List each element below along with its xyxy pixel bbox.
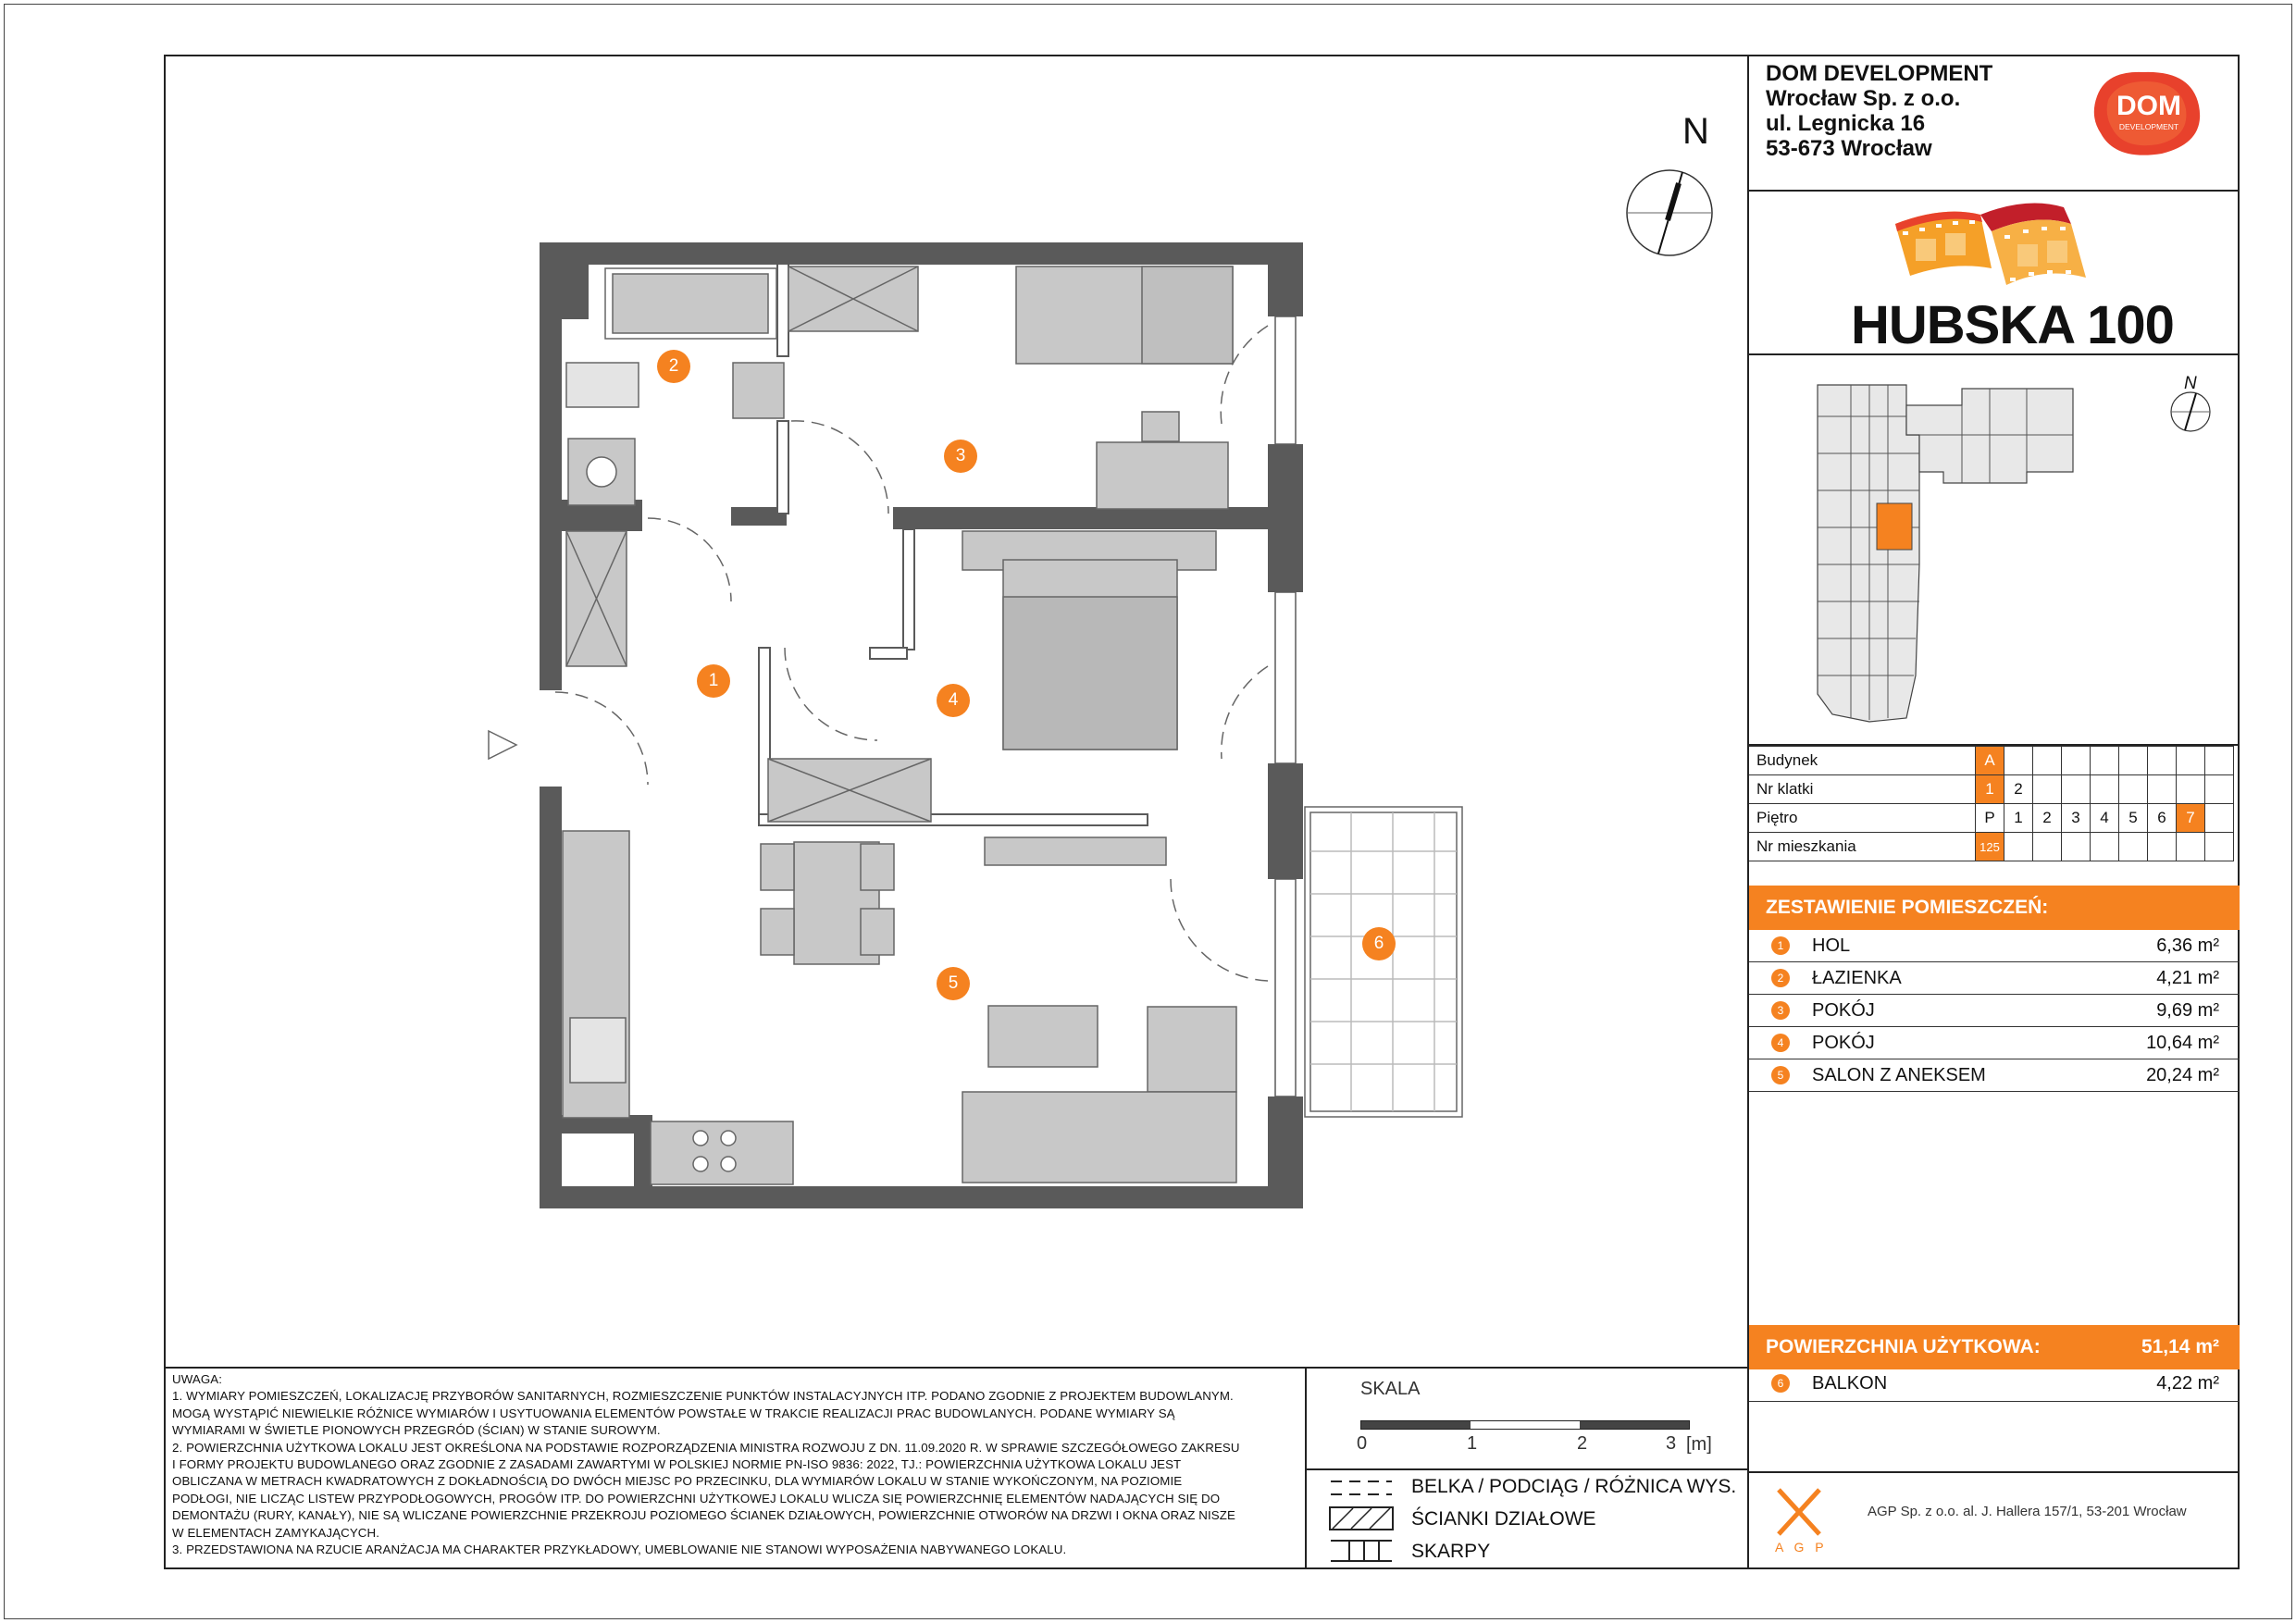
room-row bbox=[1749, 1059, 2240, 1092]
logo-development-text: DEVELOPMENT bbox=[2118, 122, 2179, 131]
compass-icon bbox=[1623, 167, 1716, 259]
room-area: 9,69 m² bbox=[2156, 1000, 2219, 1021]
scale-tick-1: 1 bbox=[1467, 1433, 1478, 1454]
floor-1: 1 bbox=[2004, 804, 2033, 833]
floor-5: 5 bbox=[2119, 804, 2148, 833]
plan-bubble: 1 bbox=[697, 664, 730, 698]
note-line: MOGĄ WYSTĄPIĆ NIEWIELKIE RÓŻNICE WYMIARÓW I USYTUOWANIA ELEMENTÓW POWSTAŁE W TRAKCIE REALIZACJI PRAC BUDOWLANYCH. PODANE WYMIARY SĄ bbox=[172, 1406, 1175, 1420]
room-area: 20,24 m² bbox=[2146, 1065, 2219, 1085]
room-row bbox=[1749, 1027, 2240, 1059]
room-row bbox=[1749, 962, 2240, 995]
note-line: 3. PRZEDSTAWIONA NA RZUCIE ARANŻACJA MA CHARAKTER PRZYKŁADOWY, UMEBLOWANIE NIE STANOWI WYPOSAŻENIA NABYWANEGO LOKALU. bbox=[172, 1542, 1067, 1557]
floor-4: 4 bbox=[2091, 804, 2119, 833]
room-number: 2 bbox=[1771, 969, 1790, 987]
scale-tick-0: 0 bbox=[1357, 1433, 1368, 1454]
plan-bubble: 6 bbox=[1362, 927, 1396, 960]
legend-reveal-icon bbox=[1329, 1539, 1394, 1563]
room-name: POKÓJ bbox=[1812, 1033, 1875, 1053]
room-area: 6,36 m² bbox=[2156, 935, 2219, 956]
room-number: 3 bbox=[1771, 1001, 1790, 1020]
plan-bubble: 2 bbox=[657, 350, 690, 383]
divider-company bbox=[1747, 190, 2240, 192]
stair-1: 1 bbox=[1976, 775, 2004, 804]
legend-partition-label: ŚCIANKI DZIAŁOWE bbox=[1411, 1508, 1596, 1530]
scale-bar bbox=[1360, 1420, 1690, 1430]
scale-tick-3: 3 bbox=[1666, 1433, 1677, 1454]
room-area: 4,22 m² bbox=[2156, 1373, 2219, 1394]
floor-3: 3 bbox=[2062, 804, 2091, 833]
building-label: Budynek bbox=[1749, 747, 1976, 775]
usable-area-value: 51,14 m² bbox=[2141, 1336, 2219, 1357]
agp-address: AGP Sp. z o.o. al. J. Hallera 157/1, 53-201 Wrocław bbox=[1868, 1504, 2187, 1519]
usable-area-bar bbox=[1749, 1325, 2240, 1369]
note-line: 1. WYMIARY POMIESZCZEŃ, LOKALIZACJĘ PRZYBORÓW SANITARNYCH, ROZMIESZCZENIE PUNKTÓW INSTALACYJNYCH ITP. PODANO ZGODNIE Z PROJEKTEM BUDOWLANYM. bbox=[172, 1389, 1234, 1404]
room-row bbox=[1749, 930, 2240, 962]
room-area: 4,21 m² bbox=[2156, 968, 2219, 988]
agp-logo-text: A G P bbox=[1775, 1540, 1828, 1555]
agp-logo-icon bbox=[1771, 1484, 1827, 1540]
legend-beam-label: BELKA / PODCIĄG / RÓŻNICA WYS. bbox=[1411, 1476, 1737, 1497]
stair-2: 2 bbox=[2004, 775, 2033, 804]
plan-bubble: 4 bbox=[937, 684, 970, 717]
scale-unit: [m] bbox=[1686, 1434, 1712, 1455]
floor-2: 2 bbox=[2033, 804, 2062, 833]
divider-agp bbox=[1747, 1471, 2240, 1473]
building-value: A bbox=[1976, 747, 2004, 775]
film-strip-graphic bbox=[1888, 196, 2110, 289]
note-line: 2. POWIERZCHNIA UŻYTKOWA LOKALU JEST OKREŚLONA NA PODSTAWIE ROZPORZĄDZENIA MINISTRA ROZWOJU Z DN. 11.09.2020 R. W SPRAWIE SZCZEGÓŁOWEGO ZAKRESU bbox=[172, 1440, 1240, 1455]
note-line: WYMIARAMI W ŚWIETLE PIONOWYCH PRZEGRÓD (ŚCIAN) W STANIE SUROWYM. bbox=[172, 1423, 661, 1438]
apartment-value: 125 bbox=[1976, 833, 2004, 861]
room-name: POKÓJ bbox=[1812, 1000, 1875, 1021]
stair-label: Nr klatki bbox=[1749, 775, 1976, 804]
notes-title: UWAGA: bbox=[172, 1372, 223, 1386]
north-label: N bbox=[1682, 111, 1709, 152]
room-area: 10,64 m² bbox=[2146, 1033, 2219, 1053]
legend-reveal-label: SKARPY bbox=[1411, 1541, 1491, 1562]
room-row bbox=[1749, 995, 2240, 1027]
key-plan bbox=[1805, 379, 2091, 731]
floor-7: 7 bbox=[2177, 804, 2205, 833]
note-line: PODŁOGI, NIE LICZĄC LISTEW PRZYPODŁOGOWYCH, PROGÓW ITP. DO POWIERZCHNI UŻYTKOWEJ LOKALU WLICZA SIĘ POWIERZCHNIĘ ELEMENTÓW NADAJĄCYCH SIĘ DO bbox=[172, 1491, 1221, 1505]
note-line: I FORMY PROJEKTU BUDOWLANEGO ORAZ ZGODNIE Z ZASADAMI ZAWARTYMI W POLSKIEJ NORMIE PN-ISO 9836: 2022, TJ.: POWIERZCHNIA UŻYTKOWA LOKALU JEST bbox=[172, 1457, 1182, 1472]
key-plan-compass-icon bbox=[2169, 390, 2212, 433]
company-street: ul. Legnicka 16 bbox=[1766, 111, 1926, 136]
room-name: ŁAZIENKA bbox=[1812, 968, 1902, 988]
plan-bubble: 3 bbox=[944, 440, 977, 473]
room-number: 4 bbox=[1771, 1034, 1790, 1052]
room-name: BALKON bbox=[1812, 1373, 1888, 1394]
usable-area-label: POWIERZCHNIA UŻYTKOWA: bbox=[1766, 1336, 2041, 1357]
balcony-row bbox=[1749, 1368, 2240, 1402]
company-info bbox=[1766, 61, 1992, 161]
legend-partition-icon bbox=[1329, 1506, 1394, 1530]
scale-tick-2: 2 bbox=[1577, 1433, 1588, 1454]
dom-development-logo bbox=[2088, 68, 2208, 161]
room-number: 1 bbox=[1771, 936, 1790, 955]
floor-label: Piętro bbox=[1749, 804, 1976, 833]
project-title: HUBSKA 100 bbox=[1851, 295, 2174, 355]
room-name: SALON Z ANEKSEM bbox=[1812, 1065, 1986, 1085]
company-branch: Wrocław Sp. z o.o. bbox=[1766, 86, 1961, 111]
divider-notes bbox=[164, 1367, 1749, 1369]
info-table bbox=[1749, 746, 2234, 861]
rooms-header: ZESTAWIENIE POMIESZCZEŃ: bbox=[1749, 886, 2240, 930]
room-number: 5 bbox=[1771, 1066, 1790, 1084]
apartment-label: Nr mieszkania bbox=[1749, 833, 1976, 861]
floor-6: 6 bbox=[2148, 804, 2177, 833]
notes bbox=[172, 1371, 1290, 1558]
key-plan-north: N bbox=[2184, 374, 2197, 393]
logo-dom-text: DOM bbox=[2116, 91, 2181, 121]
plan-bubble: 5 bbox=[937, 967, 970, 1000]
company-city: 53-673 Wrocław bbox=[1766, 136, 1932, 161]
note-line: OBLICZANA W METRACH KWADRATOWYCH Z DOKŁADNOŚCIĄ DO DWÓCH MIEJSC PO PRZECINKU, DLA WYMIARÓW LOKALU W STANIE WYKOŃCZONYM, NA POZIOMIE bbox=[172, 1474, 1183, 1489]
room-number: 6 bbox=[1771, 1374, 1790, 1393]
scale-label: SKALA bbox=[1360, 1379, 1421, 1399]
legend-beam-icon bbox=[1329, 1477, 1394, 1499]
note-line: DEMONTAŻU (RURY, KANAŁY), NIE SĄ WLICZANE POWIERZCHNIE PRZEKROJU POZIOMEGO ŚCIANEK DZIAŁOWYCH, POWIERZCHNIE OTWORÓW NA DRZWI I OKNA ORAZ NISZE bbox=[172, 1508, 1235, 1523]
company-name: DOM DEVELOPMENT bbox=[1766, 61, 1993, 86]
room-name: HOL bbox=[1812, 935, 1851, 956]
note-line: W ELEMENTACH ZAMYKAJĄCYCH. bbox=[172, 1525, 379, 1540]
floor-p: P bbox=[1976, 804, 2004, 833]
divider-legend bbox=[1305, 1468, 1749, 1470]
